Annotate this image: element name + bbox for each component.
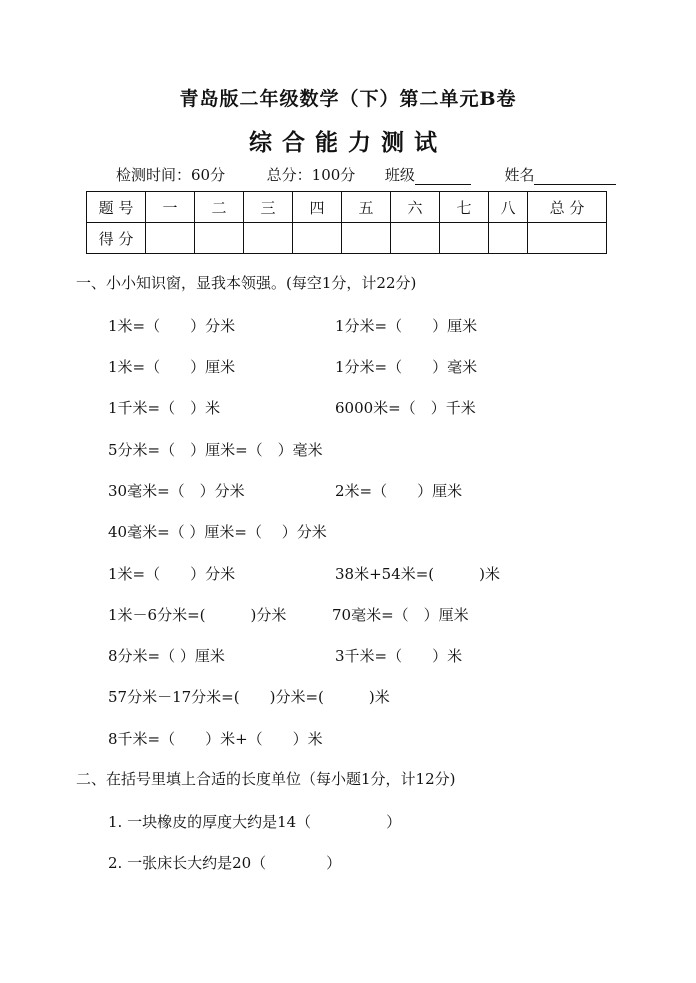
question-item: 1千米=（ ）米 bbox=[108, 399, 221, 417]
score-cell[interactable] bbox=[195, 223, 244, 254]
exam-subtitle: 综合能力测试 bbox=[249, 129, 447, 156]
exam-info-line bbox=[116, 164, 616, 185]
score-cell[interactable] bbox=[489, 223, 528, 254]
score-header-cell: 一 bbox=[146, 192, 195, 223]
question-item: 30毫米=（ ）分米 bbox=[108, 482, 245, 500]
score-header-cell: 八 bbox=[489, 192, 528, 223]
question-item: 1. 一块橡皮的厚度大约是14（ ） bbox=[108, 813, 402, 831]
question-item: 1分米=（ ）毫米 bbox=[335, 358, 478, 376]
exam-title: 青岛版二年级数学（下）第二单元B卷 bbox=[179, 88, 517, 110]
class-blank[interactable] bbox=[415, 168, 471, 185]
question-item: 3千米=（ ）米 bbox=[335, 647, 463, 665]
question-item: 1分米=（ ）厘米 bbox=[335, 317, 478, 335]
question-item: 1米=（ ）分米 bbox=[108, 317, 236, 335]
score-cell[interactable] bbox=[293, 223, 342, 254]
section1-heading: 一、小小知识窗，显我本领强。(每空1分，计22分) bbox=[76, 274, 417, 292]
score-header-cell: 二 bbox=[195, 192, 244, 223]
question-item: 57分米－17分米=( )分米=( )米 bbox=[108, 688, 390, 706]
time-label: 检测时间：60分 bbox=[116, 166, 226, 184]
question-item: 8分米=（ ）厘米 bbox=[108, 647, 225, 665]
score-row-label: 得 分 bbox=[87, 223, 146, 254]
score-header-cell: 四 bbox=[293, 192, 342, 223]
question-item: 2米=（ ）厘米 bbox=[335, 482, 463, 500]
question-item: 5分米=（ ）厘米=（ ）毫米 bbox=[108, 441, 323, 459]
score-header-cell: 三 bbox=[244, 192, 293, 223]
name-label: 姓名 bbox=[504, 166, 535, 184]
question-item: 1米=（ ）分米 bbox=[108, 565, 236, 583]
score-cell[interactable] bbox=[146, 223, 195, 254]
question-item: 1米=（ ）厘米 bbox=[108, 358, 236, 376]
total-label: 总分：100分 bbox=[266, 166, 356, 184]
question-item: 2. 一张床长大约是20（ ） bbox=[108, 854, 342, 872]
score-table bbox=[86, 191, 607, 254]
score-table-header-row bbox=[87, 192, 607, 223]
question-item: 1米－6分米=( )分米 bbox=[108, 606, 287, 624]
score-cell[interactable] bbox=[244, 223, 293, 254]
score-header-cell: 七 bbox=[440, 192, 489, 223]
score-cell[interactable] bbox=[528, 223, 607, 254]
question-item: 8千米=（ ）米+（ ）米 bbox=[108, 730, 323, 748]
question-item: 70毫米=（ ）厘米 bbox=[332, 606, 469, 624]
score-cell[interactable] bbox=[440, 223, 489, 254]
section2-heading: 二、在括号里填上合适的长度单位（每小题1分，计12分) bbox=[76, 770, 456, 788]
score-table-score-row bbox=[87, 223, 607, 254]
name-blank[interactable] bbox=[534, 168, 616, 185]
question-item: 40毫米=（ ）厘米=（ ）分米 bbox=[108, 523, 327, 541]
score-header-cell: 题 号 bbox=[87, 192, 146, 223]
score-header-cell: 六 bbox=[391, 192, 440, 223]
score-cell[interactable] bbox=[342, 223, 391, 254]
question-item: 38米+54米=( )米 bbox=[335, 565, 501, 583]
score-cell[interactable] bbox=[391, 223, 440, 254]
score-header-cell: 五 bbox=[342, 192, 391, 223]
score-header-cell: 总 分 bbox=[528, 192, 607, 223]
class-label: 班级 bbox=[384, 166, 415, 184]
question-item: 6000米=（ ）千米 bbox=[335, 399, 476, 417]
